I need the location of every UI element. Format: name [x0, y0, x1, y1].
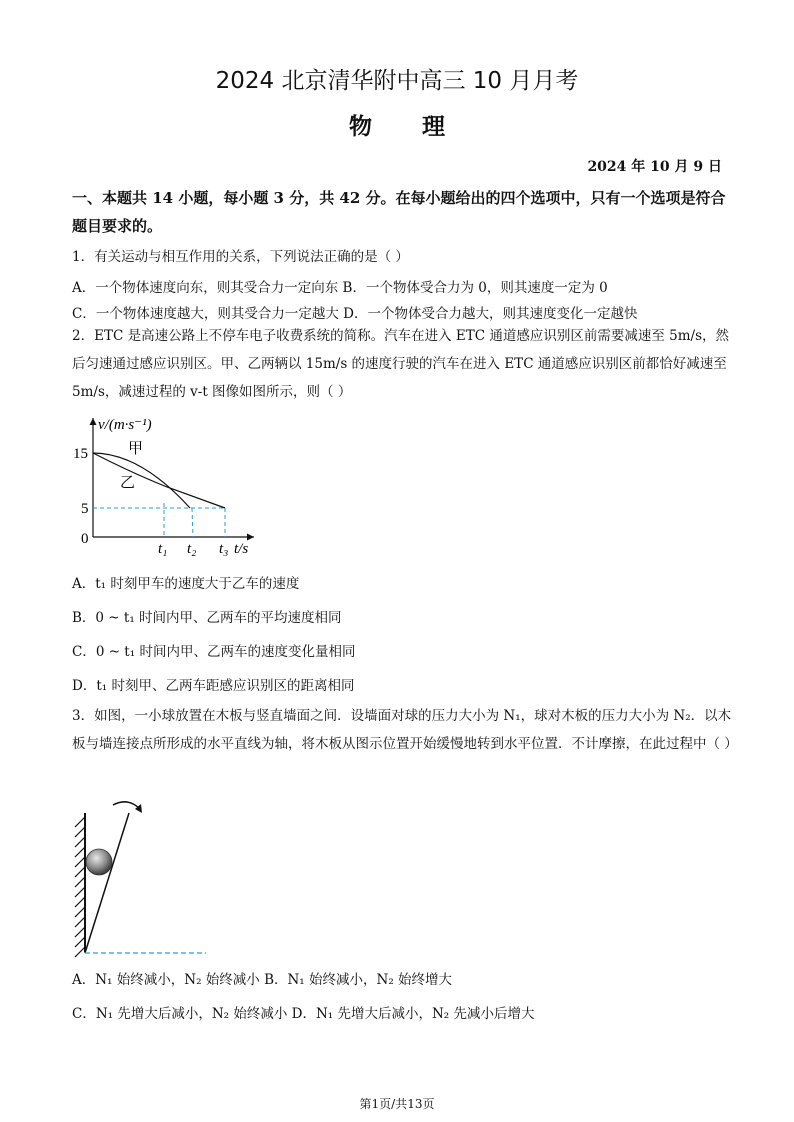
exam-date: 2024 年 10 月 9 日: [587, 159, 722, 175]
q3-stem: 3．如图，一小球放置在木板与竖直墙面之间．设墙面对球的压力大小为 N₁，球对木板的压力大小为 N₂．以木板与墙连接点所形成的水平直线为轴，将木板从图示位置开始缓慢地转到水平位置．不计摩擦，在此过程中（ ）: [72, 708, 738, 752]
vt-tick-t1: t₁: [158, 541, 168, 557]
q2-option-c: C．0 ~ t₁ 时间内甲、乙两车的速度变化量相同: [72, 644, 356, 660]
page-number: 第1页/共13页: [359, 1097, 435, 1111]
q2-option-b: B．0 ~ t₁ 时间内甲、乙两车的平均速度相同: [72, 610, 342, 626]
ball: [86, 849, 112, 875]
vt-label-jia: 甲: [128, 441, 144, 457]
q2-option-d: D．t₁ 时刻甲、乙两车距感应识别区的距离相同: [72, 678, 355, 694]
section-heading: 一、本题共 14 小题，每小题 3 分，共 42 分。在每小题给出的四个选项中，只有一个选项是符合题目要求的。: [72, 189, 726, 235]
vt-tick-15: 15: [73, 446, 88, 462]
q3-ball-board-diagram: [68, 795, 218, 960]
q3-options-cd: C．N₁ 先增大后减小，N₂ 始终减小 D．N₁ 先增大后减小，N₂ 先减小后增大: [72, 1006, 535, 1022]
wooden-board: [85, 813, 129, 953]
vt-tick-t2: t₂: [187, 541, 197, 557]
vt-curve-yi: [93, 453, 225, 508]
wall-hatching: [75, 817, 85, 957]
q1-options-cd: C．一个物体速度越大，则其受合力一定越大 D．一个物体受合力越大，则其速度变化一定越快: [72, 306, 638, 322]
q3-options-ab: A．N₁ 始终减小，N₂ 始终减小 B．N₁ 始终减小，N₂ 始终增大: [72, 972, 453, 988]
vt-y-axis-label: v/(m·s⁻¹): [98, 417, 152, 433]
q2-stem: 2．ETC 是高速公路上不停车电子收费系统的简称。汽车在进入 ETC 通道感应识别区前需要减速至 5m/s，然后匀速通过感应识别区。甲、乙两辆以 15m/s 的速度行驶的汽车在进入 ETC 通道感应识别区前都恰好减速至 5m/s，减速过程的 v-t 图像如图所示，则（ ）: [72, 328, 729, 400]
q2-vt-graph: [72, 408, 272, 564]
rotation-arrow-icon: [113, 802, 140, 809]
q1-options-ab: A．一个物体速度向东，则其受合力一定向东 B．一个物体受合力为 0，则其速度一定为 0: [72, 280, 608, 296]
subject-title: 物理: [349, 113, 495, 140]
vt-curve-jia: [93, 453, 190, 508]
q2-option-a: A．t₁ 时刻甲车的速度大于乙车的速度: [72, 576, 300, 592]
vt-origin: 0: [81, 531, 89, 547]
vt-guide-t2: [192, 508, 193, 537]
q1-stem: 1．有关运动与相互作用的关系，下列说法正确的是（ ）: [72, 249, 409, 265]
exam-title: 2024 北京清华附中高三 10 月月考: [215, 68, 579, 94]
vt-tick-5: 5: [81, 501, 89, 517]
vt-x-axis-label: t/s: [234, 541, 249, 557]
vt-label-yi: 乙: [120, 475, 136, 491]
vt-tick-t3: t₃: [219, 541, 229, 557]
